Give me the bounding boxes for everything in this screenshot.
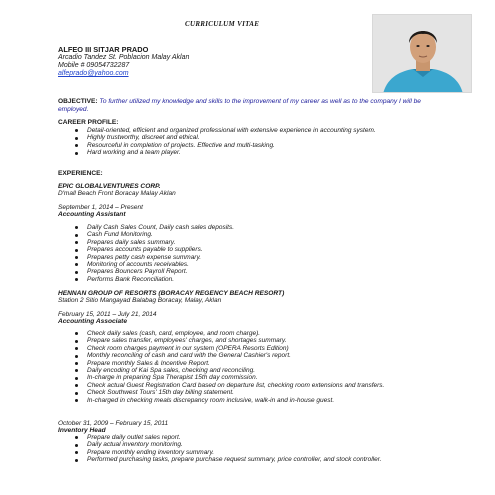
list-item: Daily encoding of Kai Spa sales, checking and reconciling. [72, 367, 422, 374]
company-location: Station 2 Sitio Mangayad Balabag Boracay, Malay, Aklan [58, 297, 222, 304]
list-item: Prepare monthly Sales & Incentive Report. [72, 360, 422, 367]
list-item: Performed purchasing tasks, prepare purchase request summary, price controller, and stock controller. [72, 456, 422, 463]
list-item: Check daily sales (cash, card, employee, and room charge). [72, 330, 422, 337]
mobile-line: Mobile # 09054732287 [58, 62, 130, 69]
list-item: Cash Fund Monitoring. [72, 231, 412, 238]
objective-section [58, 98, 430, 113]
company-name: HENNAN GROUP OF RESORTS (BORACAY REGENCY BEACH RESORT) [58, 290, 285, 297]
applicant-name: ALFEO III SITJAR PRADO [58, 45, 149, 54]
career-profile-list [72, 127, 422, 157]
duties-list [72, 224, 412, 283]
duties-list [72, 330, 422, 404]
job-role: Inventory Head [58, 427, 106, 434]
job-role: Accounting Associate [58, 318, 128, 325]
objective-text: To further utilized my knowledge and skills to the improvement of my career as well as to the company I will be employed. [58, 98, 421, 113]
list-item: Daily actual inventory monitoring. [72, 441, 422, 448]
list-item: Check actual Guest Registration Card based on departure list, checking room extensions and transfers. [72, 382, 422, 389]
list-item: Prepares daily sales summary. [72, 239, 412, 246]
list-item: Check Southwest Tours' 15th day billing statement. [72, 389, 422, 396]
list-item: Prepare monthly ending inventory summary. [72, 449, 422, 456]
list-item: Prepare daily outlet sales report. [72, 434, 422, 441]
profile-photo [372, 14, 472, 93]
list-item: In-charge in preparing Spa Therapist 15th day commission. [72, 374, 422, 381]
document-title: CURRICULUM VITAE [185, 20, 260, 28]
list-item: Prepares petty cash expense summary. [72, 254, 412, 261]
duties-list [72, 434, 422, 464]
list-item: Daily Cash Sales Count, Daily cash sales deposits. [72, 224, 412, 231]
experience-heading: EXPERIENCE: [58, 170, 103, 177]
list-item: Prepare sales transfer, employees' charges, and shortages summary. [72, 337, 422, 344]
employment-period: October 31, 2009 – February 15, 2011 [58, 420, 169, 427]
employment-period: February 15, 2011 – July 21, 2014 [58, 311, 157, 318]
list-item: Monthly reconciling of cash and card with the General Cashier's report. [72, 352, 422, 359]
job-role: Accounting Assistant [58, 211, 126, 218]
company-name: EPIC GLOBALVENTURES CORP. [58, 183, 161, 190]
portrait-image [373, 15, 472, 93]
company-location: D'mall Beach Front Boracay Malay Aklan [58, 190, 176, 197]
list-item: Prepares accounts payable to suppliers. [72, 246, 412, 253]
objective-label: OBJECTIVE: [58, 98, 98, 105]
address-line: Arcadio Tandez St. Poblacion Malay Aklan [58, 54, 190, 61]
list-item: Hard working and a team player. [72, 149, 422, 156]
career-profile-heading: CAREER PROFILE: [58, 119, 119, 126]
list-item: Performs Bank Reconciliation. [72, 276, 412, 283]
list-item: Check room charges payment in our system (OPERA Resorts Edition) [72, 345, 422, 352]
list-item: In-charged in checking meals discrepancy room inclusive, walk-in and in-house guest. [72, 397, 422, 404]
employment-period: September 1, 2014 – Present [58, 204, 143, 211]
list-item: Prepares Bouncers Payroll Report. [72, 268, 412, 275]
list-item: Monitoring of accounts receivables. [72, 261, 412, 268]
list-item: Resourceful in completion of projects. Effective and multi-tasking. [72, 142, 422, 149]
list-item: Highly trustworthy, discreet and ethical. [72, 134, 422, 141]
email-link[interactable]: alfeprado@yahoo.com [58, 70, 129, 77]
list-item: Detail-oriented, efficient and organized professional with extensive experience in accounting system. [72, 127, 422, 134]
